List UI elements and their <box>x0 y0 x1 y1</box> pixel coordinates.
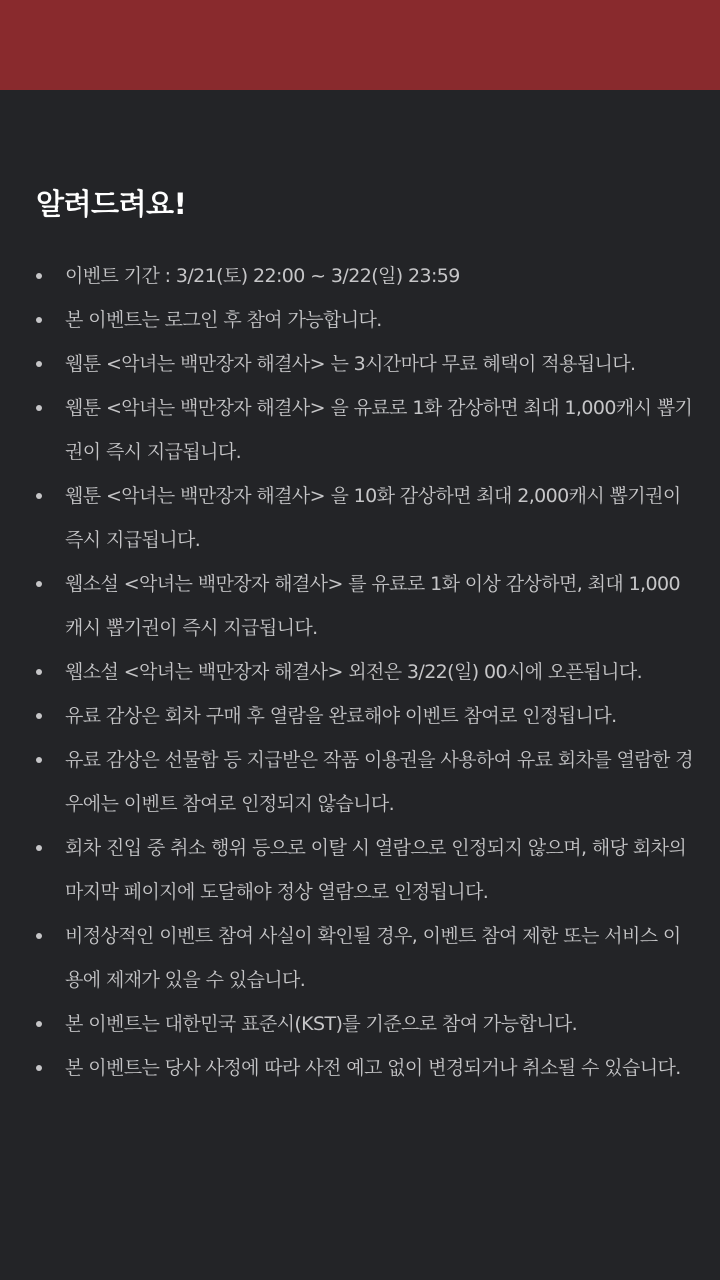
bullet-icon <box>36 845 42 851</box>
bullet-icon <box>36 1021 42 1027</box>
notice-item <box>36 562 696 650</box>
notice-item <box>36 298 696 342</box>
bullet-icon <box>36 757 42 763</box>
notice-item <box>36 694 696 738</box>
notice-item-text: 웹소설 <악녀는 백만장자 해결사> 를 유료로 1화 이상 감상하면, 최대 1,000캐시 뽑기권이 즉시 지급됩니다. <box>65 573 680 639</box>
notice-item-text: 회차 진입 중 취소 행위 등으로 이탈 시 열람으로 인정되지 않으며, 해당 회차의 마지막 페이지에 도달해야 정상 열람으로 인정됩니다. <box>65 837 687 903</box>
notice-item-text: 유료 감상은 회차 구매 후 열람을 완료해야 이벤트 참여로 인정됩니다. <box>65 705 617 727</box>
bullet-icon <box>36 669 42 675</box>
notice-item <box>36 386 696 474</box>
bullet-icon <box>36 713 42 719</box>
bullet-icon <box>36 933 42 939</box>
notice-list <box>36 254 696 1090</box>
notice-item <box>36 914 696 1002</box>
notice-item <box>36 474 696 562</box>
notice-item <box>36 738 696 826</box>
bullet-icon <box>36 581 42 587</box>
notice-item-text: 웹툰 <악녀는 백만장자 해결사> 는 3시간마다 무료 혜택이 적용됩니다. <box>65 353 636 375</box>
notice-item-text: 웹툰 <악녀는 백만장자 해결사> 을 유료로 1화 감상하면 최대 1,000캐시 뽑기권이 즉시 지급됩니다. <box>65 397 693 463</box>
notice-item <box>36 254 696 298</box>
notice-item-text: 웹소설 <악녀는 백만장자 해결사> 외전은 3/22(일) 00시에 오픈됩니다. <box>65 661 643 683</box>
notice-item <box>36 342 696 386</box>
notice-item-text: 본 이벤트는 로그인 후 참여 가능합니다. <box>65 309 382 331</box>
top-banner <box>0 0 720 90</box>
notice-item <box>36 1002 696 1046</box>
notice-item-text: 본 이벤트는 당사 사정에 따라 사전 예고 없이 변경되거나 취소될 수 있습니다. <box>65 1057 681 1079</box>
bullet-icon <box>36 273 42 279</box>
bullet-icon <box>36 1065 42 1071</box>
notice-title: 알려드려요! <box>36 187 187 221</box>
notice-item <box>36 826 696 914</box>
bullet-icon <box>36 317 42 323</box>
bullet-icon <box>36 493 42 499</box>
bullet-icon <box>36 361 42 367</box>
bullet-icon <box>36 405 42 411</box>
notice-item <box>36 1046 696 1090</box>
notice-item <box>36 650 696 694</box>
notice-item-text: 이벤트 기간 : 3/21(토) 22:00 ~ 3/22(일) 23:59 <box>65 265 460 287</box>
notice-item-text: 본 이벤트는 대한민국 표준시(KST)를 기준으로 참여 가능합니다. <box>65 1013 578 1035</box>
notice-item-text: 비정상적인 이벤트 참여 사실이 확인될 경우, 이벤트 참여 제한 또는 서비스 이용에 제재가 있을 수 있습니다. <box>65 925 681 991</box>
notice-item-text: 유료 감상은 선물함 등 지급받은 작품 이용권을 사용하여 유료 회차를 열람한 경우에는 이벤트 참여로 인정되지 않습니다. <box>65 749 693 815</box>
notice-item-text: 웹툰 <악녀는 백만장자 해결사> 을 10화 감상하면 최대 2,000캐시 뽑기권이 즉시 지급됩니다. <box>65 485 681 551</box>
